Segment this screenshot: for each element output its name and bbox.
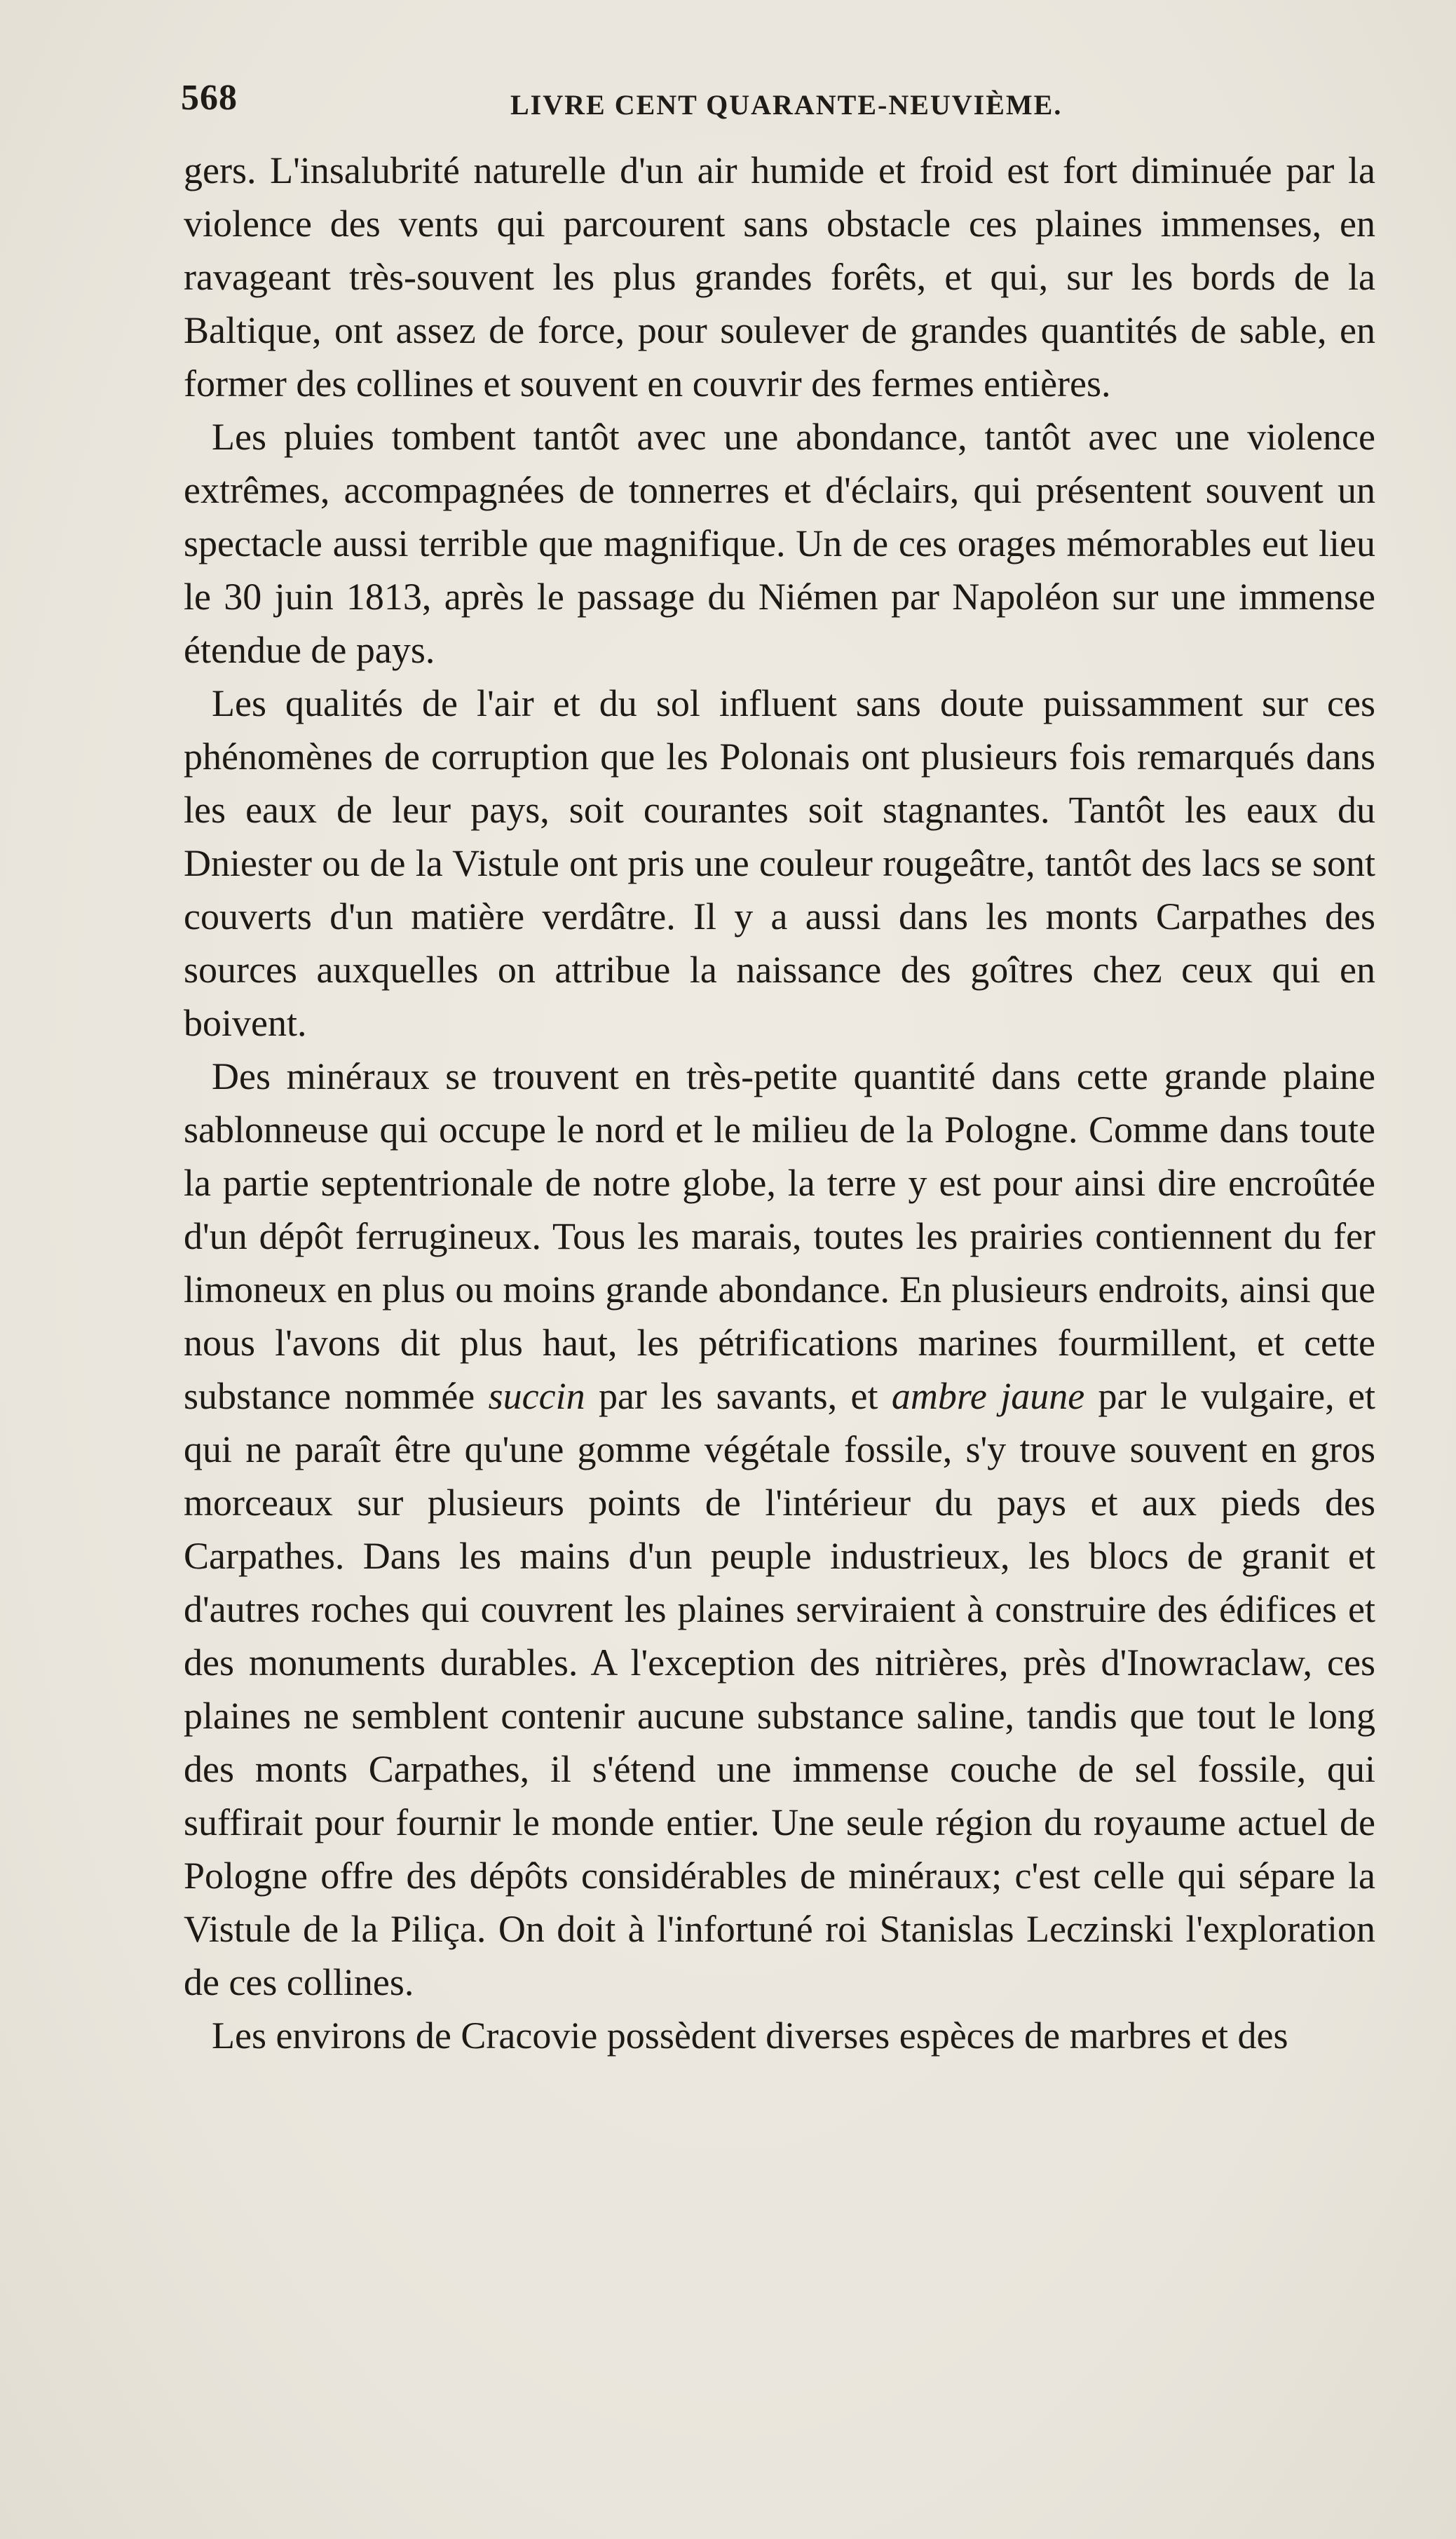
paragraph-5 xyxy=(184,2009,1375,2062)
body-text xyxy=(184,144,1375,2062)
paragraph-4 xyxy=(184,1050,1375,2009)
paragraph-2 xyxy=(184,410,1375,677)
page-number: 568 xyxy=(181,78,238,118)
italic-term-ambre-jaune: ambre jaune xyxy=(891,1375,1085,1417)
paragraph-3 xyxy=(184,677,1375,1050)
text-segment: Des minéraux se trouvent en très-petite quantité dans cette grande plaine sablonneuse qui occupe le nord et le milieu de la Pologne. Comme dans toute la partie septentrionale de notre globe, la terre y est pour ainsi dire encroûtée d'un dépôt ferrugineux. Tous les marais, toutes les prairies contiennent du fer limoneux en plus ou moins grande abondance. En plusieurs endroits, ainsi que nous l'avons dit plus haut, les pétrifications marines fourmillent, et cette substance nommée xyxy=(184,1055,1375,1417)
text-segment: par le vulgaire, et qui ne paraît être qu'une gomme végétale fossile, s'y trouve souvent en gros morceaux sur plusieurs points de l'intérieur du pays et aux pieds des Carpathes. Dans les mains d'un peuple industrieux, les blocs de granit et d'autres roches qui couvrent les plaines serviraient à construire des édifices et des monuments durables. A l'exception des nitrières, près d'Inowraclaw, ces plaines ne semblent contenir aucune substance saline, tandis que tout le long des monts Carpathes, il s'étend une immense couche de sel fossile, qui suffirait pour fournir le monde entier. Une seule région du royaume actuel de Pologne offre des dépôts considérables de minéraux; c'est celle qui sépare la Vistule de la Piliça. On doit à l'infortuné roi Stanislas Leczinski l'exploration de ces collines. xyxy=(184,1375,1375,2003)
italic-term-succin: succin xyxy=(488,1375,585,1417)
text-segment: Les environs de Cracovie possèdent diverses espèces de marbres et des xyxy=(212,2015,1288,2057)
text-segment: Les pluies tombent tantôt avec une abondance, tantôt avec une violence extrêmes, accompagnées de tonnerres et d'éclairs, qui présentent souvent un spectacle aussi terrible que magnifique. Un de ces orages mémorables eut lieu le 30 juin 1813, après le passage du Niémen par Napoléon sur une immense étendue de pays. xyxy=(184,416,1375,671)
paragraph-1 xyxy=(184,144,1375,410)
running-head: LIVRE CENT QUARANTE-NEUVIÈME. xyxy=(510,89,1063,121)
text-segment: Les qualités de l'air et du sol influent sans doute puissamment sur ces phénomènes de corruption que les Polonais ont plusieurs fois remarqués dans les eaux de leur pays, soit courantes soit stagnantes. Tantôt les eaux du Dniester ou de la Vistule ont pris une couleur rougeâtre, tantôt des lacs se sont couverts d'un matière verdâtre. Il y a aussi dans les monts Carpathes des sources auxquelles on attribue la naissance des goîtres chez ceux qui en boivent. xyxy=(184,682,1375,1044)
text-segment: gers. L'insalubrité naturelle d'un air humide et froid est fort diminuée par la violence des vents qui parcourent sans obstacle ces plaines immenses, en ravageant très-souvent les plus grandes forêts, et qui, sur les bords de la Baltique, ont assez de force, pour soulever de grandes quantités de sable, en former des collines et souvent en couvrir des fermes entières. xyxy=(184,149,1375,405)
page-header xyxy=(181,77,1373,133)
text-segment: par les savants, et xyxy=(585,1375,892,1417)
